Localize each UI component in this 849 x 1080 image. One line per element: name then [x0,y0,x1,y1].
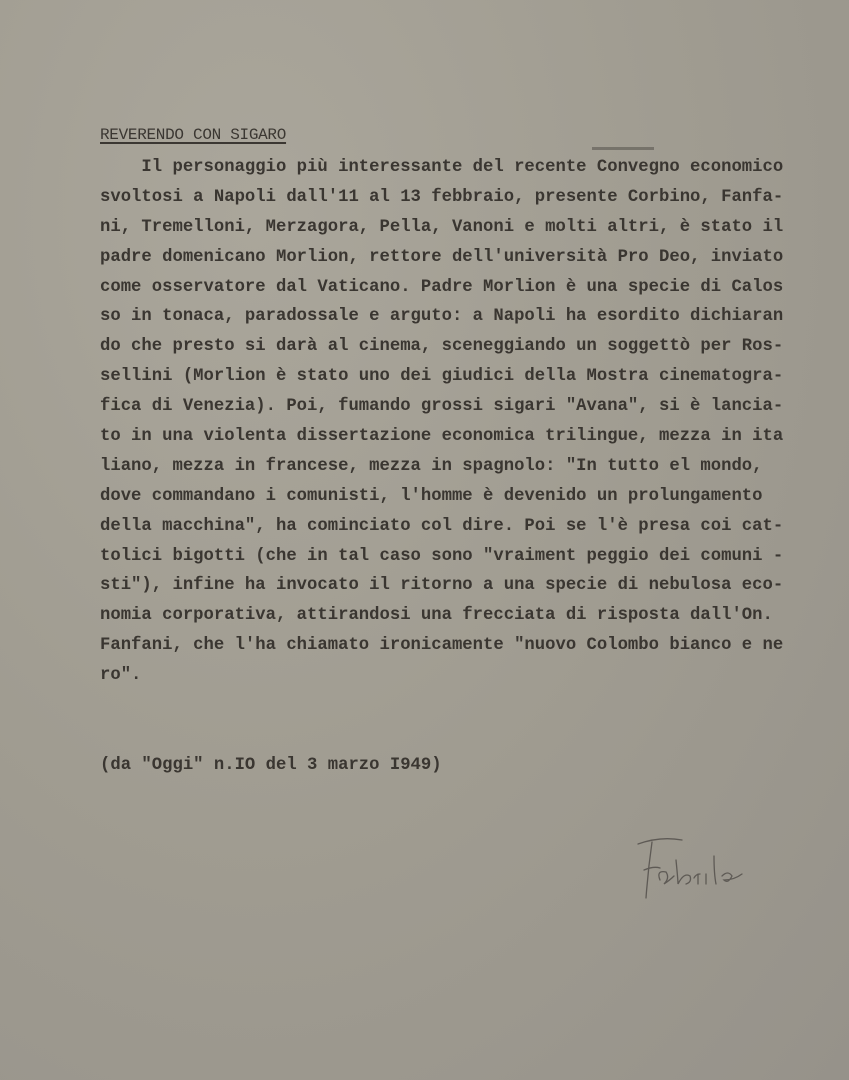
text-line: to in una violenta dissertazione economica trilingue, mezza in ita [100,427,784,447]
text-line: come osservatore dal Vaticano. Padre Morlion è una specie di Calos [100,277,784,297]
text-line: Il personaggio più interessante del recente Convegno economico [100,158,784,177]
text-line: liano, mezza in francese, mezza in spagnolo: "In tutto el mondo, [100,456,763,476]
text-line: so in tonaca, paradossale e arguto: a Napoli ha esordito dichiaran [100,307,784,327]
text-line: fica di Venezia). Poi, fumando grossi sigari "Avana", si è lancia- [100,397,784,417]
text-line: nomia corporativa, attirandosi una frecciata di risposta dall'On. [100,606,773,626]
text-line: svoltosi a Napoli dall'11 al 13 febbraio, presente Corbino, Fanfa- [100,187,784,207]
text-line: sellini (Morlion è stato uno dei giudici della Mostra cinematogra- [100,367,784,387]
text-line: sti"), infine ha invocato il ritorno a una specie di nebulosa eco- [100,576,784,596]
text-line: do che presto si darà al cinema, sceneggiando un soggettò per Ros- [100,337,784,357]
document-title: REVERENDO CON SIGARO [100,126,287,144]
handwritten-signature [630,830,770,910]
typewriter-strike-mark [592,147,654,150]
source-citation: (da "Oggi" n.IO del 3 marzo I949) [100,756,442,775]
text-line: tolici bigotti (che in tal caso sono "vraiment peggio dei comuni - [100,546,784,566]
text-line: ni, Tremelloni, Merzagora, Pella, Vanoni e molti altri, è stato il [100,217,784,237]
text-line: della macchina", ha cominciato col dire. Poi se l'è presa coi cat- [100,516,784,536]
text-line: dove commandano i comunisti, l'homme è devenido un prolungamento [100,486,763,506]
text-line: padre domenicano Morlion, rettore dell'università Pro Deo, inviato [100,247,784,267]
article-body [100,153,783,691]
text-line: Fanfani, che l'ha chiamato ironicamente "nuovo Colombo bianco e ne [100,636,784,656]
text-line: ro". [100,666,142,686]
